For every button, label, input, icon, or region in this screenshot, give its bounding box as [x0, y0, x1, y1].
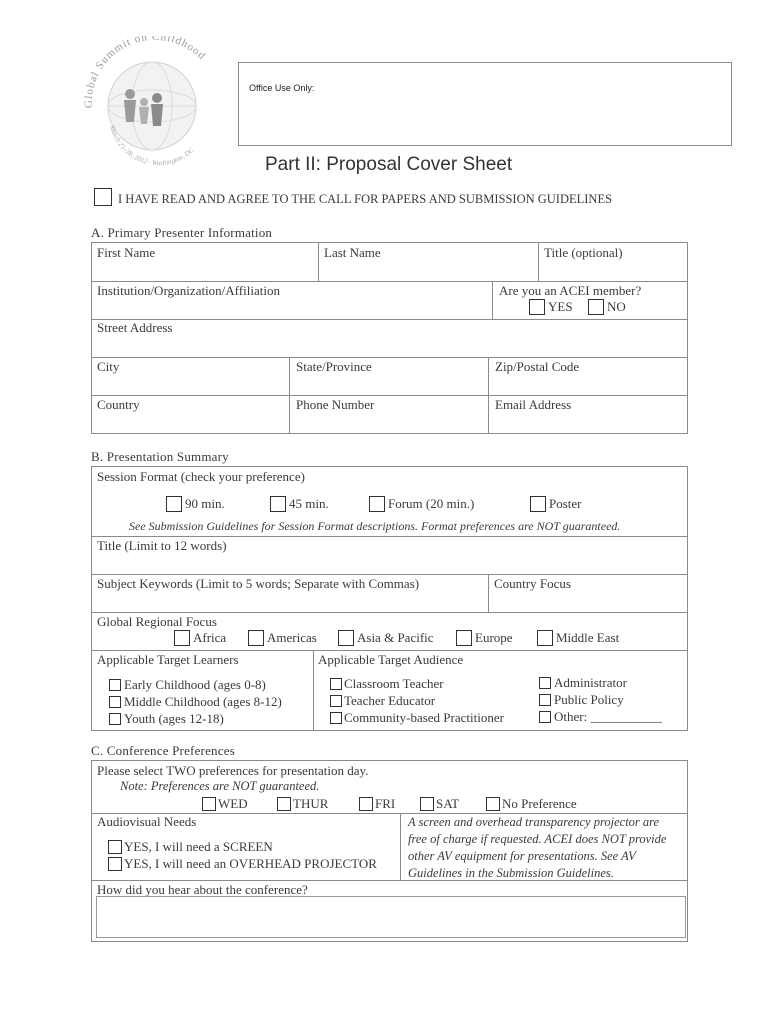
av-projector-label: YES, I will need an OVERHEAD PROJECTOR: [124, 856, 377, 871]
audience-policy-checkbox[interactable]: [539, 694, 551, 706]
learner-early-label: Early Childhood (ages 0-8): [124, 677, 266, 692]
office-use-label: Office Use Only:: [249, 83, 315, 93]
hear-about-label: How did you hear about the conference?: [97, 882, 308, 897]
day-sat-label: SAT: [436, 796, 460, 811]
title-optional-field[interactable]: Title (optional): [544, 245, 623, 260]
zip-field[interactable]: Zip/Postal Code: [495, 359, 580, 374]
format-poster-label: Poster: [549, 496, 582, 511]
globe-family-icon: [80, 36, 230, 166]
audience-admin-checkbox[interactable]: [539, 677, 551, 689]
day-sat-checkbox[interactable]: [420, 797, 434, 811]
learner-middle-label: Middle Childhood (ages 8-12): [124, 694, 282, 709]
format-45-label: 45 min.: [289, 496, 329, 511]
acei-yes-label: YES: [548, 299, 573, 314]
summit-logo: [80, 36, 230, 166]
email-field[interactable]: Email Address: [495, 397, 572, 412]
region-africa-label: Africa: [193, 630, 227, 645]
format-note: See Submission Guidelines for Session Format descriptions. Format preferences are NOT guaranteed.: [129, 519, 621, 533]
format-forum-checkbox[interactable]: [369, 496, 385, 512]
audience-classroom-label: Classroom Teacher: [344, 676, 444, 691]
region-asia-label: Asia & Pacific: [357, 630, 434, 645]
regional-focus-label: Global Regional Focus: [97, 614, 217, 629]
day-fri-checkbox[interactable]: [359, 797, 373, 811]
day-wed-label: WED: [218, 796, 248, 811]
acei-no-checkbox[interactable]: [588, 299, 604, 315]
country-field[interactable]: Country: [97, 397, 140, 412]
city-field[interactable]: City: [97, 359, 120, 374]
audience-community-checkbox[interactable]: [330, 712, 342, 724]
day-prompt: Please select TWO preferences for presentation day.: [97, 763, 369, 778]
region-asia-checkbox[interactable]: [338, 630, 354, 646]
office-use-box: [238, 62, 732, 146]
learners-label: Applicable Target Learners: [97, 652, 239, 667]
day-note: Note: Preferences are NOT guaranteed.: [120, 779, 320, 793]
day-thur-label: THUR: [293, 796, 329, 811]
learner-youth-checkbox[interactable]: [109, 713, 121, 725]
session-format-label: Session Format (check your preference): [97, 469, 305, 484]
region-americas-checkbox[interactable]: [248, 630, 264, 646]
phone-field[interactable]: Phone Number: [296, 397, 375, 412]
audience-policy-label: Public Policy: [554, 692, 624, 707]
format-forum-label: Forum (20 min.): [388, 496, 475, 511]
audience-educator-checkbox[interactable]: [330, 695, 342, 707]
audience-classroom-checkbox[interactable]: [330, 678, 342, 690]
day-fri-label: FRI: [375, 796, 396, 811]
section-b-heading: B. Presentation Summary: [91, 449, 229, 464]
day-thur-checkbox[interactable]: [277, 797, 291, 811]
format-90-label: 90 min.: [185, 496, 225, 511]
region-americas-label: Americas: [267, 630, 317, 645]
presenter-info-table: [91, 242, 688, 434]
hear-about-input[interactable]: [96, 896, 686, 938]
format-90-checkbox[interactable]: [166, 496, 182, 512]
region-europe-label: Europe: [475, 630, 513, 645]
audience-other-label: Other: ___________: [554, 709, 662, 724]
agreement-label: I HAVE READ AND AGREE TO THE CALL FOR PAPERS AND SUBMISSION GUIDELINES: [118, 192, 613, 206]
region-middle-east-checkbox[interactable]: [537, 630, 553, 646]
institution-field[interactable]: Institution/Organization/Affiliation: [97, 283, 280, 298]
audience-educator-label: Teacher Educator: [344, 693, 436, 708]
learner-middle-checkbox[interactable]: [109, 696, 121, 708]
page-title: Part II: Proposal Cover Sheet: [265, 154, 513, 175]
av-projector-checkbox[interactable]: [108, 857, 122, 871]
audience-label: Applicable Target Audience: [318, 652, 464, 667]
acei-no-label: NO: [607, 299, 626, 314]
agreement-checkbox[interactable]: [94, 188, 112, 206]
street-address-field[interactable]: Street Address: [97, 320, 173, 335]
day-no-preference-checkbox[interactable]: [486, 797, 500, 811]
state-field[interactable]: State/Province: [296, 359, 372, 374]
region-africa-checkbox[interactable]: [174, 630, 190, 646]
title-limit-field[interactable]: Title (Limit to 12 words): [97, 538, 227, 553]
last-name-field[interactable]: Last Name: [324, 245, 381, 260]
audience-admin-label: Administrator: [554, 675, 627, 690]
logo-arc-text: Global Summit on Childhood: [82, 36, 209, 109]
av-needs-label: Audiovisual Needs: [97, 814, 197, 829]
logo-date-text: March 25–28, 2012 · Washington, DC: [107, 124, 196, 166]
format-poster-checkbox[interactable]: [530, 496, 546, 512]
region-middle-east-label: Middle East: [556, 630, 620, 645]
av-screen-label: YES, I will need a SCREEN: [124, 839, 273, 854]
section-a-heading: A. Primary Presenter Information: [91, 225, 273, 240]
region-europe-checkbox[interactable]: [456, 630, 472, 646]
av-note: A screen and overhead transparency projector are free of charge if requested. ACEI does NOT provide other AV equipment for presentations. See AV Guidelines in the Submission Guidelines.: [408, 815, 667, 880]
learner-youth-label: Youth (ages 12-18): [124, 711, 224, 726]
learner-early-checkbox[interactable]: [109, 679, 121, 691]
day-wed-checkbox[interactable]: [202, 797, 216, 811]
acei-question: Are you an ACEI member?: [499, 283, 642, 298]
day-no-preference-label: No Preference: [502, 796, 577, 811]
keywords-field[interactable]: Subject Keywords (Limit to 5 words; Separate with Commas): [97, 576, 420, 591]
format-45-checkbox[interactable]: [270, 496, 286, 512]
section-c-heading: C. Conference Preferences: [91, 743, 235, 758]
acei-yes-checkbox[interactable]: [529, 299, 545, 315]
first-name-field[interactable]: First Name: [97, 245, 156, 260]
av-screen-checkbox[interactable]: [108, 840, 122, 854]
audience-other-checkbox[interactable]: [539, 711, 551, 723]
audience-community-label: Community-based Practitioner: [344, 710, 504, 725]
country-focus-field[interactable]: Country Focus: [494, 576, 571, 591]
